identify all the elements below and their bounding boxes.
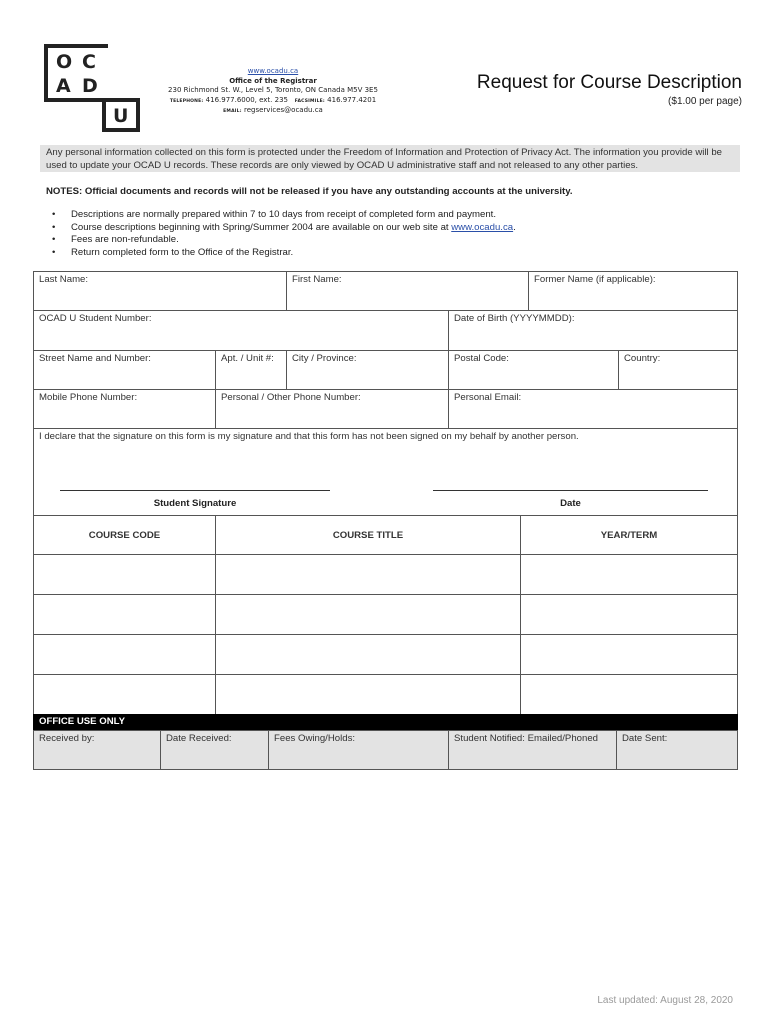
logo-frame-top	[44, 44, 108, 102]
date-line[interactable]	[433, 490, 708, 491]
page-title: Request for Course Description	[476, 72, 742, 93]
office-use-heading: OFFICE USE ONLY	[33, 714, 738, 731]
declaration-text: I declare that the signature on this form is my signature and that this form has not been signed on my behalf by another person.	[39, 431, 579, 442]
office-address: 230 Richmond St. W., Level 5, Toronto, ON Canada M5V 3E5	[168, 86, 378, 94]
mobile-phone-field[interactable]: Mobile Phone Number:	[33, 389, 216, 429]
last-name-field[interactable]: Last Name:	[33, 271, 287, 311]
student-notified-field[interactable]: Student Notified: Emailed/Phoned	[448, 730, 617, 770]
email-line	[168, 106, 378, 117]
facsimile-value: 416.977.4201	[327, 95, 377, 104]
note-text: Return completed form to the Office of the Registrar.	[71, 246, 294, 258]
facsimile-label: FACSIMILE:	[294, 98, 325, 104]
logo-letter-u: U	[113, 105, 129, 127]
signature-label: Student Signature	[153, 498, 237, 509]
course-title-cell[interactable]	[215, 554, 521, 595]
apt-unit-field[interactable]: Apt. / Unit #:	[215, 350, 287, 390]
date-received-field[interactable]: Date Received:	[160, 730, 269, 770]
list-item	[52, 247, 516, 260]
phone-line	[168, 96, 378, 107]
note-text: Descriptions are normally prepared within 7 to 10 days from receipt of completed form and payment.	[71, 209, 496, 220]
course-title-cell[interactable]	[215, 674, 521, 715]
logo-letter-a: A	[56, 75, 71, 97]
personal-email-field[interactable]: Personal Email:	[448, 389, 738, 429]
course-code-cell[interactable]	[33, 674, 216, 715]
fees-owing-field[interactable]: Fees Owing/Holds:	[268, 730, 449, 770]
logo-letter-d: D	[82, 75, 98, 97]
date-label: Date	[560, 498, 581, 509]
list-item	[52, 209, 516, 222]
logo-letter-o: O	[56, 51, 73, 73]
year-term-cell[interactable]	[520, 554, 738, 595]
email-label: EMAIL:	[223, 109, 242, 114]
page-subtitle: ($1.00 per page)	[668, 96, 742, 107]
logo-letter-c: C	[82, 51, 96, 73]
first-name-field[interactable]: First Name:	[286, 271, 529, 311]
date-of-birth-field[interactable]: Date of Birth (YYYYMMDD):	[448, 310, 738, 351]
last-updated: Last updated: August 28, 2020	[597, 995, 733, 1006]
website-link[interactable]: www.ocadu.ca	[451, 221, 514, 233]
email-value: regservices@ocadu.ca	[243, 106, 323, 114]
received-by-field[interactable]: Received by:	[33, 730, 161, 770]
registrar-info	[168, 67, 378, 117]
course-code-cell[interactable]	[33, 594, 216, 635]
city-province-field[interactable]: City / Province:	[286, 350, 449, 390]
year-term-header: YEAR/TERM	[520, 515, 738, 555]
year-term-cell[interactable]	[520, 594, 738, 635]
note-suffix: .	[513, 221, 516, 233]
list-item	[52, 234, 516, 247]
year-term-cell[interactable]	[520, 674, 738, 715]
course-title-cell[interactable]	[215, 634, 521, 675]
telephone-label: TELEPHONE:	[169, 98, 204, 104]
notes-heading: NOTES: Official documents and records will not be released if you have any outstanding accounts at the university.	[46, 186, 573, 197]
signature-line[interactable]	[60, 490, 330, 491]
list-item	[52, 222, 516, 235]
course-title-header: COURSE TITLE	[215, 515, 521, 555]
student-number-field[interactable]: OCAD U Student Number:	[33, 310, 449, 351]
telephone-value: 416.977.6000, ext. 235	[205, 95, 288, 104]
course-code-cell[interactable]	[33, 554, 216, 595]
note-text: Course descriptions beginning with Spring/Summer 2004 are available on our web site at	[71, 221, 452, 233]
street-field[interactable]: Street Name and Number:	[33, 350, 216, 390]
note-text: Fees are non-refundable.	[71, 234, 179, 246]
ocadu-logo	[44, 44, 140, 132]
notes-list	[52, 209, 516, 259]
office-name: Office of the Registrar	[229, 76, 317, 85]
course-title-cell[interactable]	[215, 594, 521, 635]
postal-code-field[interactable]: Postal Code:	[448, 350, 619, 390]
other-phone-field[interactable]: Personal / Other Phone Number:	[215, 389, 449, 429]
country-field[interactable]: Country:	[618, 350, 738, 390]
website-link[interactable]: www.ocadu.ca	[247, 67, 299, 75]
former-name-field[interactable]: Former Name (if applicable):	[528, 271, 738, 311]
year-term-cell[interactable]	[520, 634, 738, 675]
course-code-cell[interactable]	[33, 634, 216, 675]
privacy-notice: Any personal information collected on this form is protected under the Freedom of Information and Protection of Privacy Act. The information you provide will be used to update your OCAD U records. These records are only viewed by OCAD U administrative staff and not released to any other parties.	[40, 145, 740, 172]
date-sent-field[interactable]: Date Sent:	[616, 730, 738, 770]
course-code-header: COURSE CODE	[33, 515, 216, 555]
